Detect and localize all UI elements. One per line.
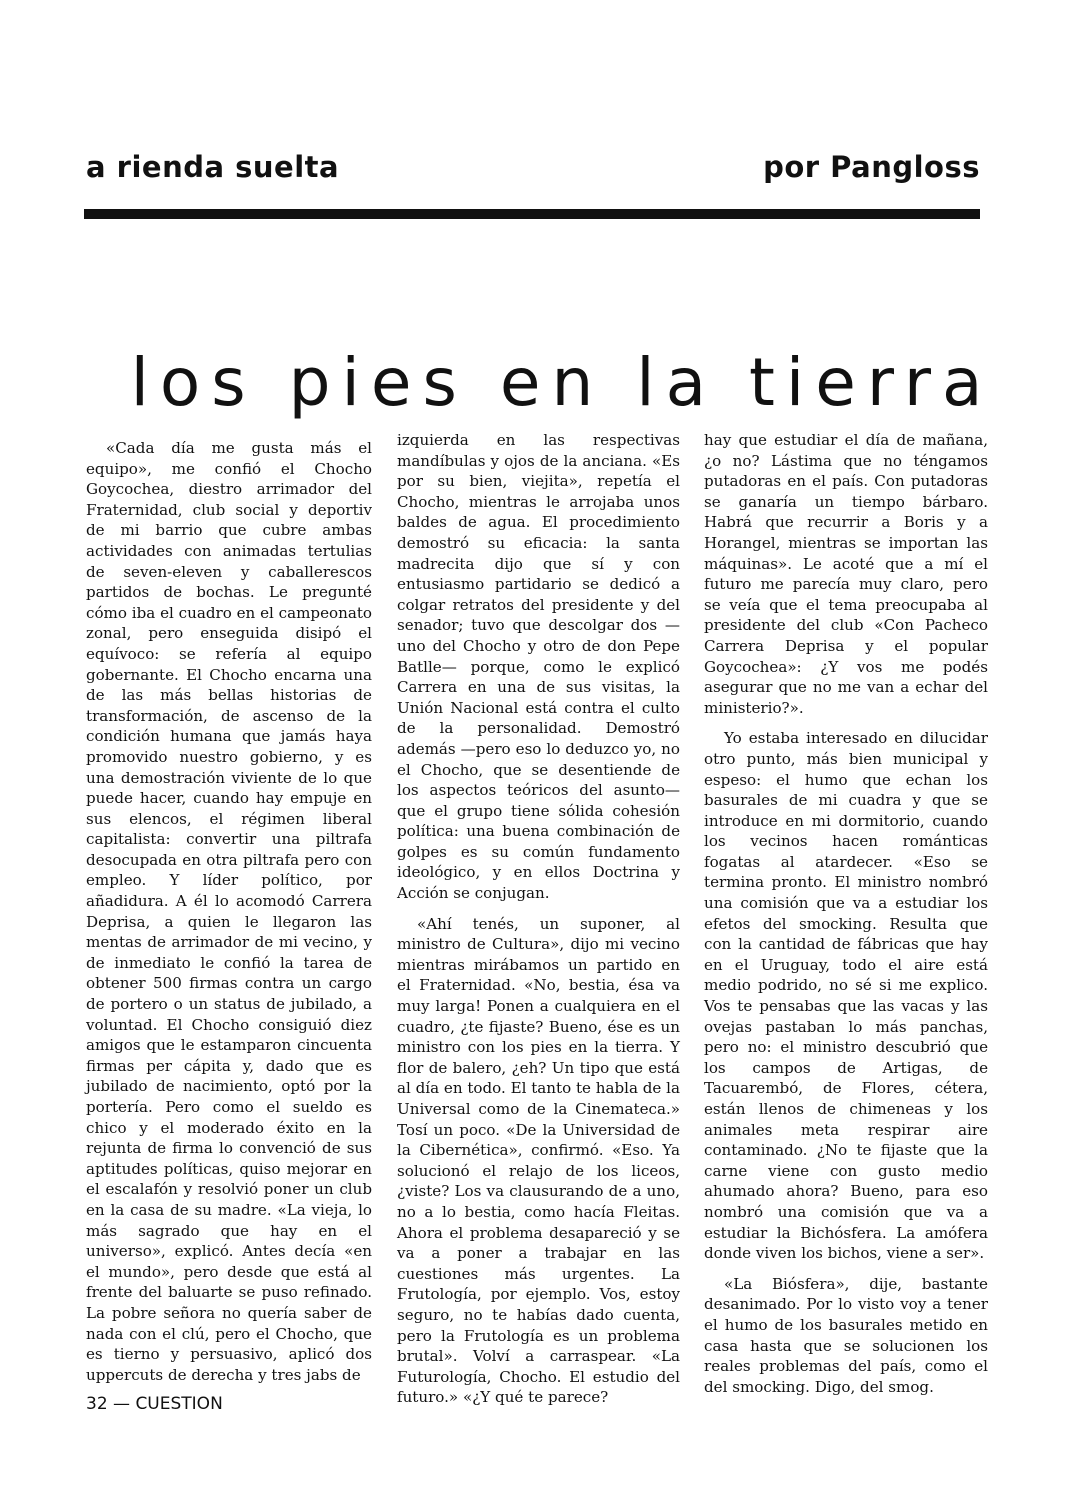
paragraph: Yo estaba interesado en dilucidar otro punto, más bien municipal y espeso: el humo que echan los basurales de mi cuadra y que se introduce en mi dormitorio, cuando los vecinos hacen románticas fogatas al atardecer. «Eso se termina pronto. El ministro nombró una comisión que va a estudiar los efetos del smocking. Resulta que con la cantidad de fábricas que hay en el Uruguay, todo el aire está medio podrido, no sé si me explico. Vos te pensabas que las vacas y las ovejas pastaban lo más panchas, pero no: el ministro descubrió que los campos de Artigas, de Tacuarembó, de Flores, cétera, están llenos de chimeneas y los animales meta respirar aire contaminado. ¿No te fijaste que la carne viene con gusto medio ahumado ahora? Bueno, para eso nombró una comisión que va a estudiar la Bichósfera. La amófera donde viven los bichos, viene a ser». <box>704 729 988 1263</box>
section-rubric: a rienda suelta <box>86 150 340 184</box>
paragraph: «Cada día me gusta más el equipo», me confió el Chocho Goycochea, diestro arrimador del Fraternidad, club social y deportiv de mi barrio que cubre ambas actividades con animadas tertulias de seven-eleven y caballerescos partidos de bochas. Le pregunté cómo iba el cuadro en el campeonato zonal, pero enseguida disipó el equívoco: se refería al equipo gobernante. El Chocho encarna una de las más bellas historias de transformación, de ascenso de la condición humana que jamás haya promovido nuestro gobierno, y es una demostración viviente de lo que puede hacer, cuando hay empuje en sus elencos, el régimen liberal capitalista: convertir una piltrafa desocupada en otra piltrafa pero con empleo. Y líder político, por añadidura. A él lo acomodó Carrera Deprisa, a quien le llegaron las mentas de arrimador de mi vecino, y de inmediato le confió la tarea de obtener 500 firmas contra un cargo de portero o un status de jubilado, a voluntad. El Chocho consiguió diez amigos que le estamparon cincuenta firmas per cápita y, dado que es jubilado de nacimiento, optó por la portería. Pero como el sueldo es chico y el moderado éxito en la rejunta de firma lo convenció de sus aptitudes políticas, quiso mejorar en el escalafón y resolvió poner un club en la casa de su madre. «La vieja, lo más sagrado que hay en el universo», explicó. Antes decía «en el mundo», pero desde que está al frente del baluarte se puso refinado. La pobre señora no quería saber de nada con el clú, pero el Chocho, que es tierno y persuasivo, aplicó dos uppercuts de derecha y tres jabs de <box>86 439 372 1384</box>
header-rule <box>84 209 980 219</box>
paragraph: hay que estudiar el día de mañana, ¿o no? Lástima que no téngamos putadoras en el país. Con putadoras se ganaría un tiempo bárbaro. Habrá que recurrir a Boris y a Horangel, mientras se importan las máquinas». Le acoté que a mí el futuro me parecía muy claro, pero se veía que el tema preocupaba al presidente del club «Con Pacheco Carrera Deprisa y el popular Goycochea»: ¿Y vos me podés asegurar que no me van a echar del ministerio?». <box>704 431 988 717</box>
page-header <box>80 150 980 200</box>
article-column-2 <box>397 430 680 1408</box>
paragraph: «Ahí tenés, un suponer, al ministro de Cultura», dijo mi vecino mientras mirábamos un partido en el Fraternidad. «No, bestia, ésa va muy larga! Ponen a cualquiera en el cuadro, ¿te fijaste? Bueno, ése es un ministro con los pies en la tierra. Y flor de balero, ¿eh? Un tipo que está al día en todo. El tanto te habla de la Universal como de la Cinemateca.» Tosí un poco. «De la Universidad de la Cibernética», confirmó. «Eso. Ya solucionó el relajo de los liceos, ¿viste? Los va clausurando de a uno, no a lo bestia, como hacía Fleitas. Ahora el problema desapareció y se va a poner a trabajar en las cuestiones más urgentes. La Frutología, por ejemplo. Vos, estoy seguro, no te habías dado cuenta, pero la Frutología es un problema brutal». Volví a carraspear. «La Futurología, Chocho. El estudio del futuro.» «¿Y qué te parece? <box>397 914 680 1407</box>
paragraph: «La Biósfera», dije, bastante desanimado. Por lo visto voy a tener el humo de los basurales metido en casa hasta que se solucionen los reales problemas del país, como el del smocking. Digo, del smog. <box>704 1274 988 1396</box>
article-column-1 <box>86 438 372 1385</box>
author-byline: por Pangloss <box>763 150 980 184</box>
article-title: los pies en la tierra <box>130 344 994 422</box>
paragraph: izquierda en las respectivas mandíbulas y ojos de la anciana. «Es por su bien, viejita», repetía el Chocho, mientras le arrojaba unos baldes de agua. El procedimiento demostró su eficacia: la santa madrecita dijo que sí y con entusiasmo partidario se dedicó a colgar retratos del presidente y del senador; tuvo que descolgar dos —uno del Chocho y otro de don Pepe Batlle— porque, como le explicó Carrera en una de sus visitas, la Unión Nacional está contra el culto de la personalidad. Demostró además —pero eso lo deduzco yo, no el Chocho, que se desentiende de los aspectos teóricos del asunto— que el grupo tiene sólida cohesión política: una buena combinación de golpes es su común fundamento ideológico, y en ellos Doctrina y Acción se conjugan. <box>397 431 680 903</box>
page-folio: 32 — CUESTION <box>86 1394 223 1414</box>
article-column-3 <box>704 430 988 1397</box>
